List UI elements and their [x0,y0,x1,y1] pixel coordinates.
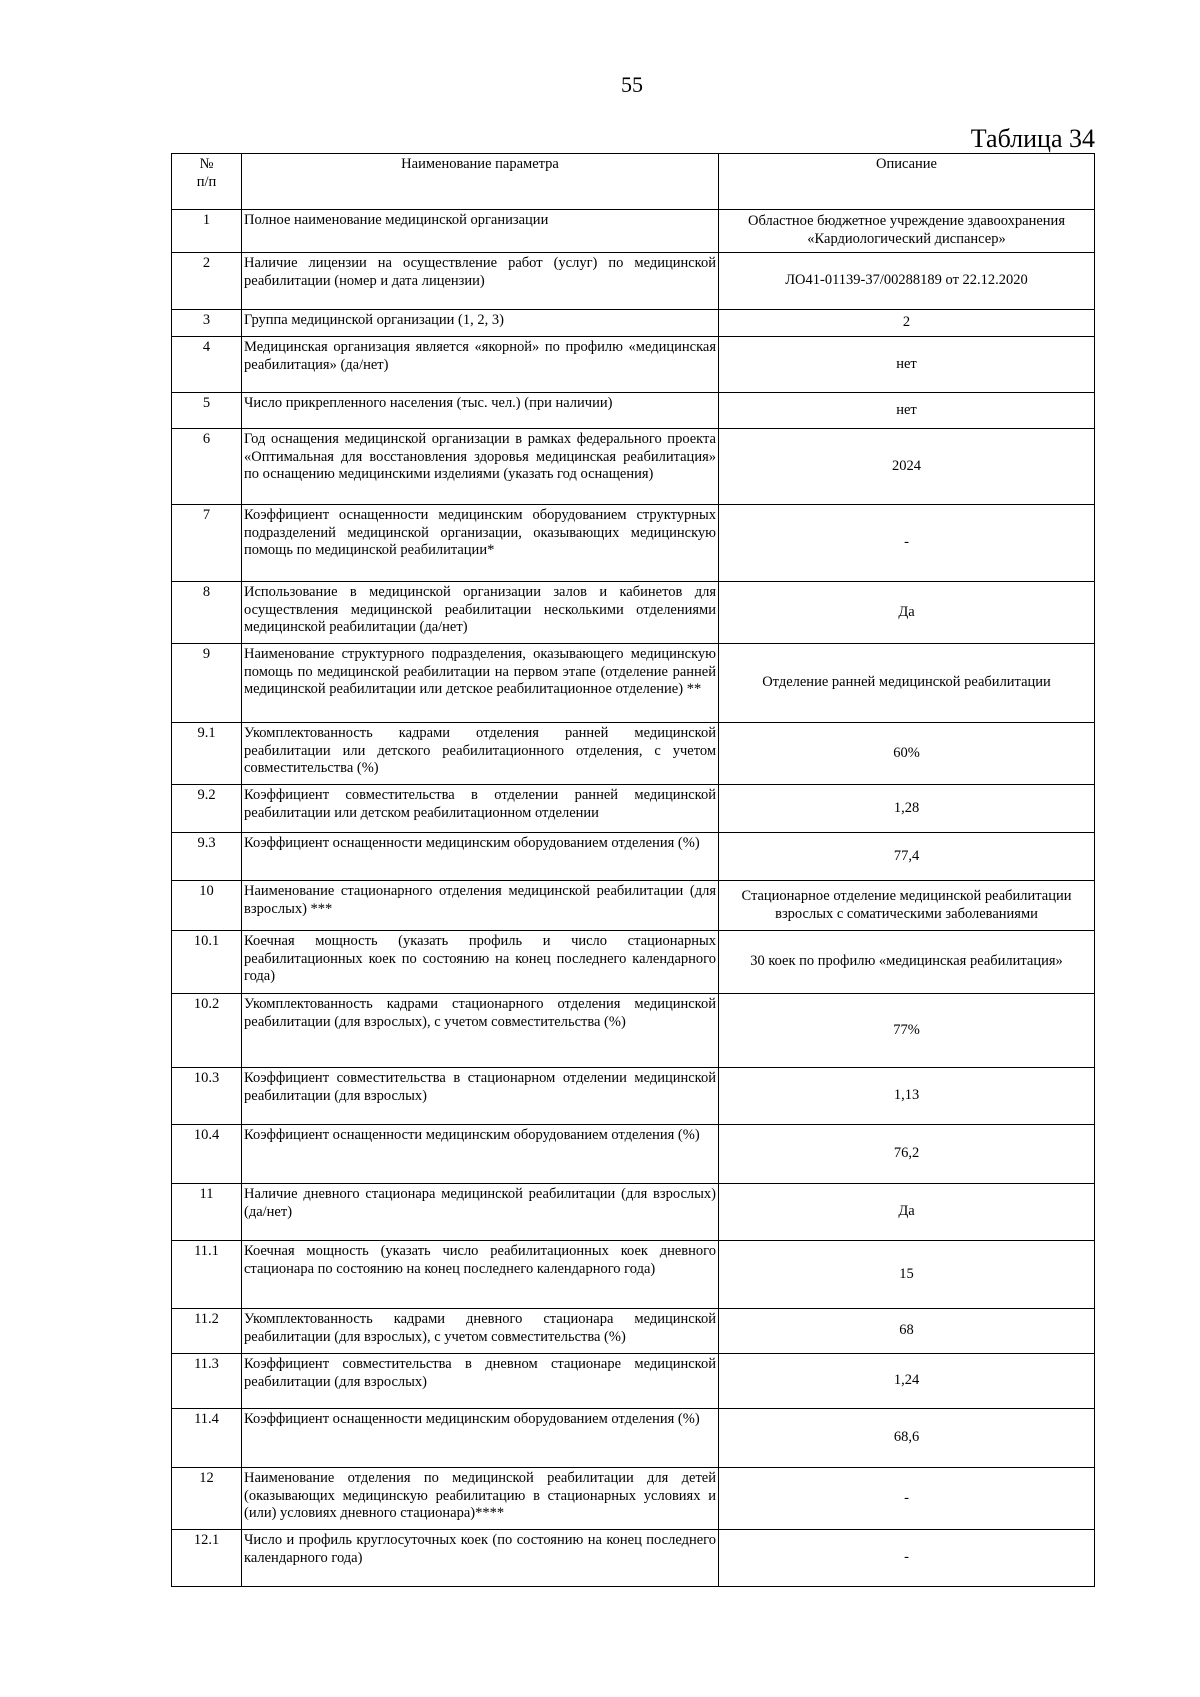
row-num: 10.3 [172,1068,242,1125]
row-description: 77,4 [719,833,1095,881]
row-parameter-name: Укомплектованность кадрами стационарного отделения медицинской реабилитации (для взрослых), с учетом совместительства (%) [242,994,719,1068]
row-description: ЛО41-01139-37/00288189 от 22.12.2020 [719,253,1095,310]
row-parameter-name: Наименование стационарного отделения медицинской реабилитации (для взрослых) *** [242,881,719,931]
row-num: 11.3 [172,1354,242,1409]
row-description: Да [719,1184,1095,1241]
row-parameter-name: Коэффициент оснащенности медицинским оборудованием отделения (%) [242,1409,719,1468]
table-row [172,833,1095,881]
table-row [172,1125,1095,1184]
row-num: 11.1 [172,1241,242,1309]
table-header-row [172,154,1095,210]
row-num: 4 [172,337,242,393]
row-parameter-name: Коэффициент оснащенности медицинским оборудованием отделения (%) [242,833,719,881]
row-parameter-name: Год оснащения медицинской организации в рамках федерального проекта «Оптимальная для восстановления здоровья медицинская реабилитация» по оснащению медицинскими изделиями (указать год оснащения) [242,429,719,505]
row-description: Да [719,582,1095,644]
row-parameter-name: Использование в медицинской организации залов и кабинетов для осуществления медицинской реабилитации несколькими отделениями медицинской реабилитации (да/нет) [242,582,719,644]
row-parameter-name: Наличие дневного стационара медицинской реабилитации (для взрослых) (да/нет) [242,1184,719,1241]
row-description: 76,2 [719,1125,1095,1184]
row-num: 10.1 [172,931,242,994]
row-parameter-name: Группа медицинской организации (1, 2, 3) [242,310,719,337]
page-number: 55 [621,72,643,97]
row-parameter-name: Укомплектованность кадрами отделения ранней медицинской реабилитации или детского реабилитационного отделения, с учетом совместительства (%) [242,723,719,785]
row-parameter-name: Коечная мощность (указать число реабилитационных коек дневного стационара по состоянию на конец последнего календарного года) [242,1241,719,1309]
row-num: 12 [172,1468,242,1530]
parameters-table [171,153,1095,1587]
row-description: нет [719,337,1095,393]
table-row [172,1409,1095,1468]
table-row [172,1468,1095,1530]
row-parameter-name: Коэффициент совместительства в дневном стационаре медицинской реабилитации (для взрослых) [242,1354,719,1409]
row-description: 68 [719,1309,1095,1354]
table-row [172,337,1095,393]
row-parameter-name: Число и профиль круглосуточных коек (по состоянию на конец последнего календарного года) [242,1530,719,1587]
table-row [172,1309,1095,1354]
table-row [172,1354,1095,1409]
table-row [172,210,1095,253]
table-row [172,505,1095,582]
row-description: 15 [719,1241,1095,1309]
row-num: 7 [172,505,242,582]
row-parameter-name: Наименование отделения по медицинской реабилитации для детей (оказывающих медицинскую реабилитацию в стационарных условиях и (или) условиях дневного стационара)**** [242,1468,719,1530]
row-description: нет [719,393,1095,429]
table-caption: Таблица 34 [970,124,1095,153]
table-row [172,393,1095,429]
row-num: 8 [172,582,242,644]
row-num: 12.1 [172,1530,242,1587]
table-row [172,1530,1095,1587]
row-description: - [719,505,1095,582]
row-parameter-name: Коэффициент совместительства в стационарном отделении медицинской реабилитации (для взрослых) [242,1068,719,1125]
table-row [172,931,1095,994]
header-name: Наименование параметра [242,154,719,210]
row-num: 11 [172,1184,242,1241]
table-row [172,723,1095,785]
table-row [172,310,1095,337]
row-parameter-name: Коэффициент оснащенности медицинским оборудованием отделения (%) [242,1125,719,1184]
row-parameter-name: Медицинская организация является «якорной» по профилю «медицинская реабилитация» (да/нет) [242,337,719,393]
row-description: Отделение ранней медицинской реабилитации [719,644,1095,723]
row-num: 10 [172,881,242,931]
row-num: 10.4 [172,1125,242,1184]
row-description: Стационарное отделение медицинской реабилитации взрослых с соматическими заболеваниями [719,881,1095,931]
row-description: 1,28 [719,785,1095,833]
row-description: Областное бюджетное учреждение здавоохранения «Кардиологический диспансер» [719,210,1095,253]
row-description: 1,24 [719,1354,1095,1409]
row-description: 1,13 [719,1068,1095,1125]
table-row [172,1241,1095,1309]
row-num: 9.2 [172,785,242,833]
row-num: 11.4 [172,1409,242,1468]
header-desc: Описание [719,154,1095,210]
table-row [172,582,1095,644]
row-parameter-name: Наименование структурного подразделения, оказывающего медицинскую помощь по медицинской реабилитации на первом этапе (отделение ранней медицинской реабилитации или детское реабилитационное отделение) ** [242,644,719,723]
table-row [172,1068,1095,1125]
row-num: 5 [172,393,242,429]
row-description: 30 коек по профилю «медицинская реабилитация» [719,931,1095,994]
row-num: 11.2 [172,1309,242,1354]
row-description: 68,6 [719,1409,1095,1468]
table-row [172,785,1095,833]
table-row [172,429,1095,505]
table-row [172,253,1095,310]
row-num: 9.3 [172,833,242,881]
row-description: - [719,1468,1095,1530]
row-num: 1 [172,210,242,253]
header-num: № п/п [172,154,242,210]
row-parameter-name: Полное наименование медицинской организации [242,210,719,253]
table-row [172,881,1095,931]
row-parameter-name: Коэффициент совместительства в отделении ранней медицинской реабилитации или детском реабилитационном отделении [242,785,719,833]
row-parameter-name: Коечная мощность (указать профиль и число стационарных реабилитационных коек по состоянию на конец последнего календарного года) [242,931,719,994]
row-parameter-name: Число прикрепленного населения (тыс. чел.) (при наличии) [242,393,719,429]
row-parameter-name: Укомплектованность кадрами дневного стационара медицинской реабилитации (для взрослых), с учетом совместительства (%) [242,1309,719,1354]
row-num: 3 [172,310,242,337]
row-description: 77% [719,994,1095,1068]
row-description: 60% [719,723,1095,785]
table-row [172,994,1095,1068]
row-parameter-name: Наличие лицензии на осуществление работ (услуг) по медицинской реабилитации (номер и дата лицензии) [242,253,719,310]
row-description: 2024 [719,429,1095,505]
row-description: 2 [719,310,1095,337]
row-num: 9 [172,644,242,723]
row-num: 2 [172,253,242,310]
row-num: 6 [172,429,242,505]
row-parameter-name: Коэффициент оснащенности медицинским оборудованием структурных подразделений медицинской организации, оказывающих медицинскую помощь по медицинской реабилитации* [242,505,719,582]
table-row [172,644,1095,723]
row-num: 10.2 [172,994,242,1068]
row-description: - [719,1530,1095,1587]
table-row [172,1184,1095,1241]
row-num: 9.1 [172,723,242,785]
